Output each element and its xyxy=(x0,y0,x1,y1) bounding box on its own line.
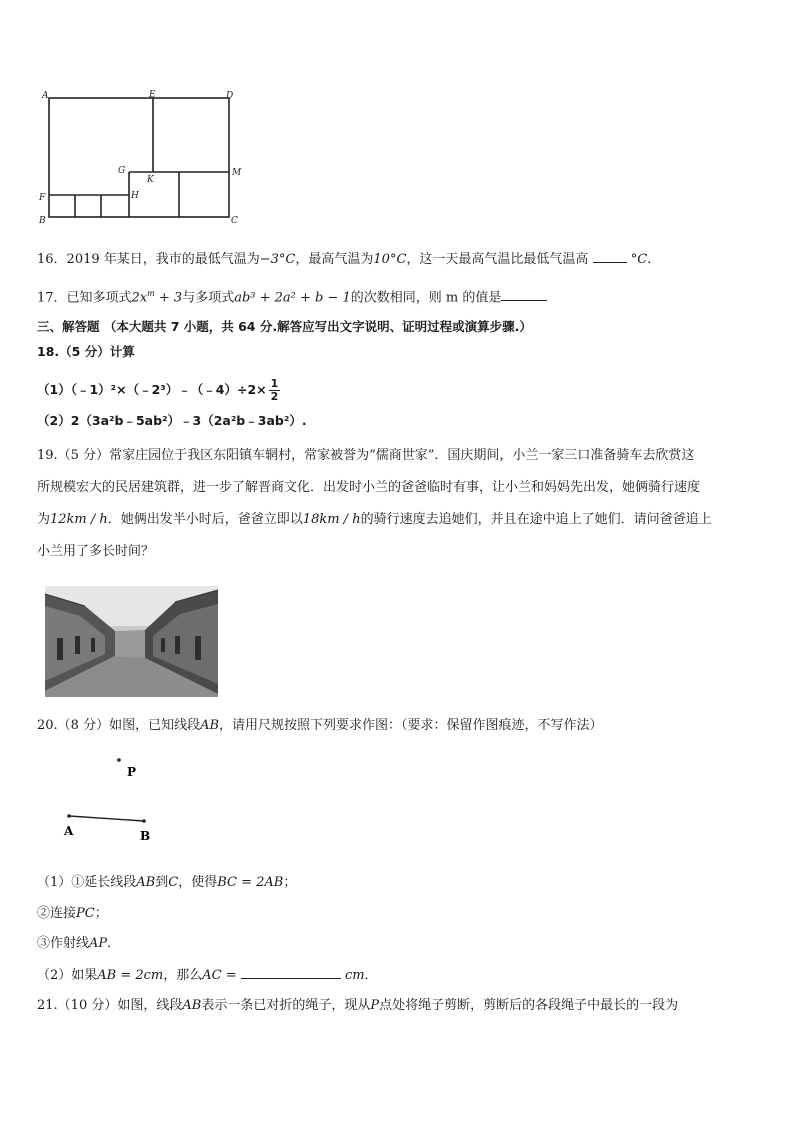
question-19-line1: 19.（5 分）常家庄园位于我区东阳镇车辋村，常家被誉为“儒商世家”．国庆期间，小兰一家三口准备骑车去欣赏这 xyxy=(37,448,695,463)
courtyard-photo xyxy=(45,586,218,697)
label-h: H xyxy=(131,191,139,201)
label-k: K xyxy=(147,175,154,185)
rectangle-figure xyxy=(30,88,260,228)
question-20-step2 xyxy=(37,905,108,923)
point-p-dot xyxy=(117,758,121,762)
q17-suffix: 的次数相同，则 m 的值是 xyxy=(350,290,502,306)
q19-speed2: 18km / h xyxy=(302,512,361,527)
q20-step2b: PC xyxy=(76,906,95,921)
question-21-line1 xyxy=(37,997,678,1015)
question-20-title xyxy=(37,717,603,735)
q16-answer-blank[interactable] xyxy=(593,250,627,263)
q18-part1-expr: （1）（﹣1）²×（﹣2³）﹣（﹣4）÷2× xyxy=(37,382,267,397)
q18-frac-den: 2 xyxy=(270,390,279,403)
point-b-label: B xyxy=(140,829,151,843)
q20-step1c: C xyxy=(168,875,179,890)
q20-step3a: ③作射线 xyxy=(37,936,90,951)
q16-low-temp: −3°C xyxy=(259,252,296,267)
q20-answer-blank[interactable] xyxy=(241,966,341,979)
q16-unit: °C． xyxy=(630,252,661,267)
q20-seg: AB xyxy=(200,718,220,733)
q18-fraction xyxy=(269,378,281,403)
q19-line3a: 为 xyxy=(37,512,51,527)
q20-part2f: ． xyxy=(364,968,378,983)
label-e: E xyxy=(149,90,156,100)
question-19-line2: 所规模宏大的民居建筑群，进一步了解晋商文化．出发时小兰的爸爸临时有事，让小兰和妈妈先出发，她俩骑行速度 xyxy=(37,480,701,495)
q20-step3c: ． xyxy=(107,936,121,951)
label-g: G xyxy=(118,166,126,176)
q20-title-a: 20.（8 分）如图，已知线段 xyxy=(37,718,201,733)
q19-line3b: ．她俩出发半小时后，爸爸立即以 xyxy=(107,512,303,527)
q17-answer-blank[interactable] xyxy=(501,288,547,301)
q18-frac-num: 1 xyxy=(270,377,279,390)
q20-part2a: （2）如果 xyxy=(37,968,98,983)
q21-line1a: 21.（10 分）如图，线段 xyxy=(37,998,183,1013)
label-d: D xyxy=(226,91,234,101)
q20-step1f: ； xyxy=(283,875,297,890)
question-19-line3 xyxy=(37,511,712,529)
q16-mid: ，最高气温为 xyxy=(295,252,374,267)
question-16 xyxy=(37,250,660,269)
q21-line1b: 表示一条已对折的绳子，现从 xyxy=(201,998,371,1013)
q19-speed1: 12km / h xyxy=(50,512,108,527)
point-a-label: A xyxy=(64,824,74,838)
q20-step1-seg: AB xyxy=(136,875,156,890)
segment-ab-line xyxy=(69,816,144,821)
q20-step1d: ，使得 xyxy=(178,875,218,890)
question-18-title: 18.（5 分）计算 xyxy=(37,344,135,359)
q20-part2b: AB = 2cm xyxy=(97,968,164,983)
q20-step1e: BC = 2AB xyxy=(217,875,284,890)
q20-title-b: ，请用尺规按照下列要求作图：（要求：保留作图痕迹，不写作法） xyxy=(219,718,603,733)
q17-mid: 与多项式 xyxy=(182,290,235,306)
q20-step2a: ②连接 xyxy=(37,906,77,921)
q20-step1b: 到 xyxy=(155,875,169,890)
q16-high-temp: 10°C xyxy=(373,252,407,267)
segment-ab-figure xyxy=(58,754,168,844)
label-f: F xyxy=(39,193,46,203)
label-m: M xyxy=(232,168,242,178)
q17-poly1: 2x xyxy=(131,290,148,306)
point-p-label: P xyxy=(127,765,137,779)
q16-suffix: ，这一天最高气温比最低气温高 xyxy=(406,252,589,267)
q16-prefix: 16．2019 年某日，我市的最低气温为 xyxy=(37,252,260,267)
q20-step3b: AP xyxy=(89,936,108,951)
q20-step1a: （1）①延长线段 xyxy=(37,875,137,890)
q17-poly2: ab³ + 2a² + b − 1 xyxy=(234,290,351,306)
q19-line3c: 的骑行速度去追她们，并且在途中追上了她们．请问爸爸追上 xyxy=(360,512,712,527)
q20-part2e: cm xyxy=(344,968,365,983)
section-heading: 三、解答题 （本大题共 7 小题，共 64 分.解答应写出文字说明、证明过程或演算步骤.） xyxy=(37,319,532,334)
question-18-part1 xyxy=(37,378,280,403)
label-c: C xyxy=(231,216,238,226)
label-a: A xyxy=(42,91,49,101)
q21-pt: P xyxy=(370,998,380,1013)
question-20-part2 xyxy=(37,966,378,985)
q21-seg: AB xyxy=(182,998,202,1013)
label-b: B xyxy=(39,216,46,226)
question-20-step1 xyxy=(37,874,296,892)
question-20-step3 xyxy=(37,935,120,953)
q17-poly1-tail: + 3 xyxy=(154,290,183,306)
question-18-part2: （2）2（3a²b﹣5ab²）﹣3（2a²b﹣3ab²）. xyxy=(37,413,307,428)
question-17 xyxy=(37,285,547,307)
q17-prefix: 17．已知多项式 xyxy=(37,290,132,306)
q20-part2d: AC = xyxy=(202,968,237,983)
q20-step2c: ； xyxy=(94,906,108,921)
question-19-line4: 小兰用了多长时间？ xyxy=(37,544,155,559)
q17-poly1-exp: m xyxy=(147,289,155,298)
q20-part2c: ，那么 xyxy=(163,968,203,983)
q21-line1c: 点处将绳子剪断，剪断后的各段绳子中最长的一段为 xyxy=(379,998,679,1013)
